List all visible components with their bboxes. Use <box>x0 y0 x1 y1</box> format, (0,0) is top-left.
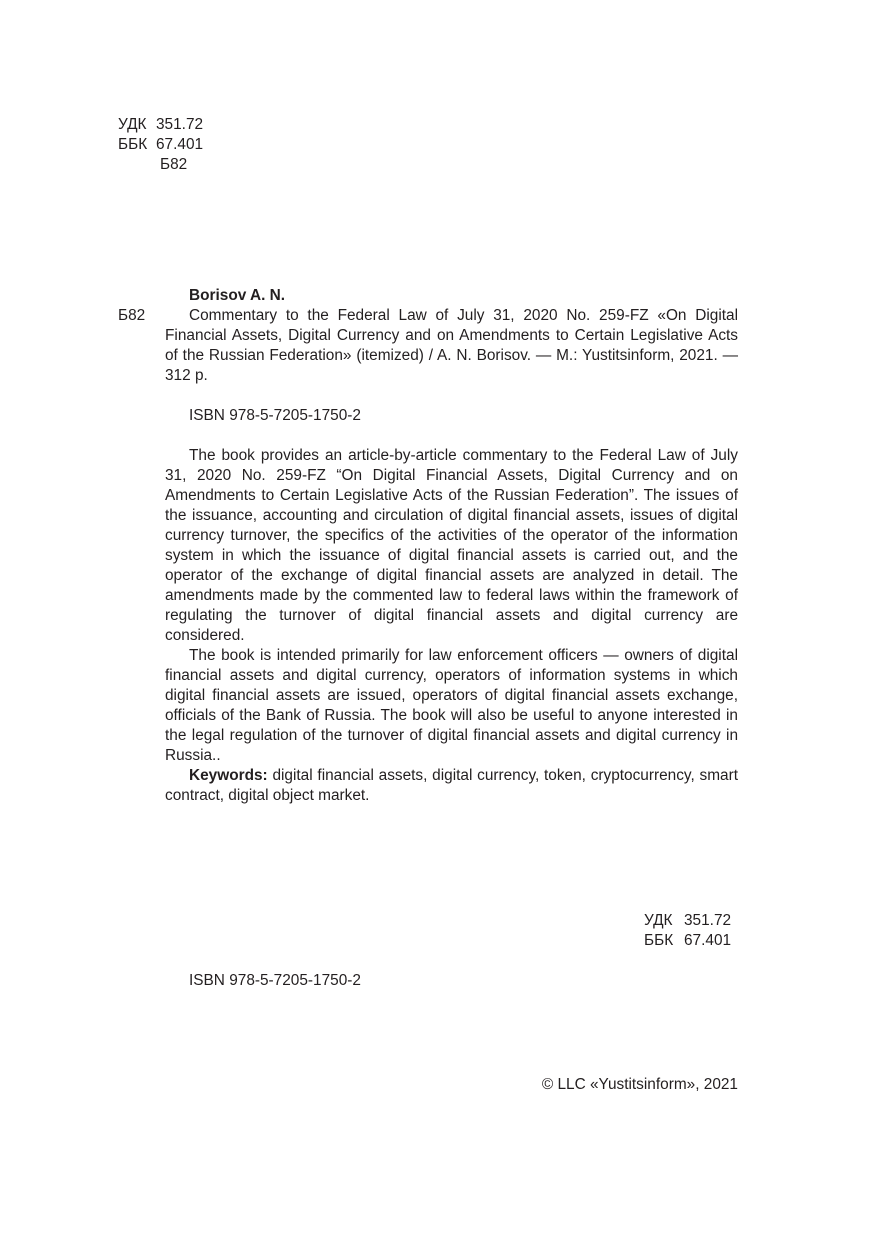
bbk-label-bottom: ББК <box>644 932 674 949</box>
keywords-text: digital financial assets, digital currency, token, cryptocurrency, smart contract, digital object market. <box>165 767 738 804</box>
bbk-row <box>118 135 203 155</box>
author-name: Borisov A. N. <box>189 287 286 304</box>
isbn-top: ISBN 978-5-7205-1750-2 <box>189 407 361 424</box>
udk-label-bottom: УДК <box>644 912 673 929</box>
top-classification-block <box>118 115 203 175</box>
udk-value-bottom: 351.72 <box>684 912 732 929</box>
citation-text: Commentary to the Federal Law of July 31, 2020 No. 259-FZ «On Digital Financial Assets, Digital Currency and on Amendments to Certain Legislative Acts of the Russian Federation» (itemized) / A. N. Borisov. — M.: Yustitsinform, 2021. — 312 p. <box>165 307 738 384</box>
udk-label: УДК <box>118 116 147 133</box>
udk-row-bottom <box>644 911 731 931</box>
udk-value: 351.72 <box>156 116 204 133</box>
copyright-notice: © LLC «Yustitsinform», 2021 <box>541 1076 738 1093</box>
isbn-bottom: ISBN 978-5-7205-1750-2 <box>189 972 361 989</box>
abstract-paragraph-1: The book provides an article-by-article commentary to the Federal Law of July 31, 2020 No. 259-FZ “On Digital Financial Assets, Digital Currency and on Amendments to Certain Legislative Acts of the Russian Federation”. The issues of the issuance, accounting and circulation of digital financial assets, issues of digital currency turnover, the specifics of the activities of the operator of the information system in which the issuance of digital financial assets is carried out, and the operator of the exchange of digital financial assets are analyzed in detail. The amendments made by the commented law to federal laws within the framework of regulating the turnover of digital financial assets and digital currency are considered. <box>165 447 738 644</box>
bbk-value-bottom: 67.401 <box>684 932 732 949</box>
bbk-label: ББК <box>118 136 148 153</box>
abstract-block <box>165 446 738 806</box>
bbk-row-bottom <box>644 931 731 951</box>
bbk-value: 67.401 <box>156 136 204 153</box>
author-code: Б82 <box>160 156 188 173</box>
side-author-code: Б82 <box>118 307 146 324</box>
udk-row <box>118 115 203 135</box>
keywords-paragraph <box>165 766 738 806</box>
abstract-paragraph-2: The book is intended primarily for law enforcement officers — owners of digital financial assets and digital currency, operators of information systems in which digital financial assets are issued, operators of digital financial assets exchange, officials of the Bank of Russia. The book will also be useful to anyone interested in the legal regulation of the turnover of digital financial assets and digital currency in Russia.. <box>165 647 738 764</box>
keywords-label: Keywords: <box>189 767 268 784</box>
bottom-classification-block <box>644 911 731 951</box>
